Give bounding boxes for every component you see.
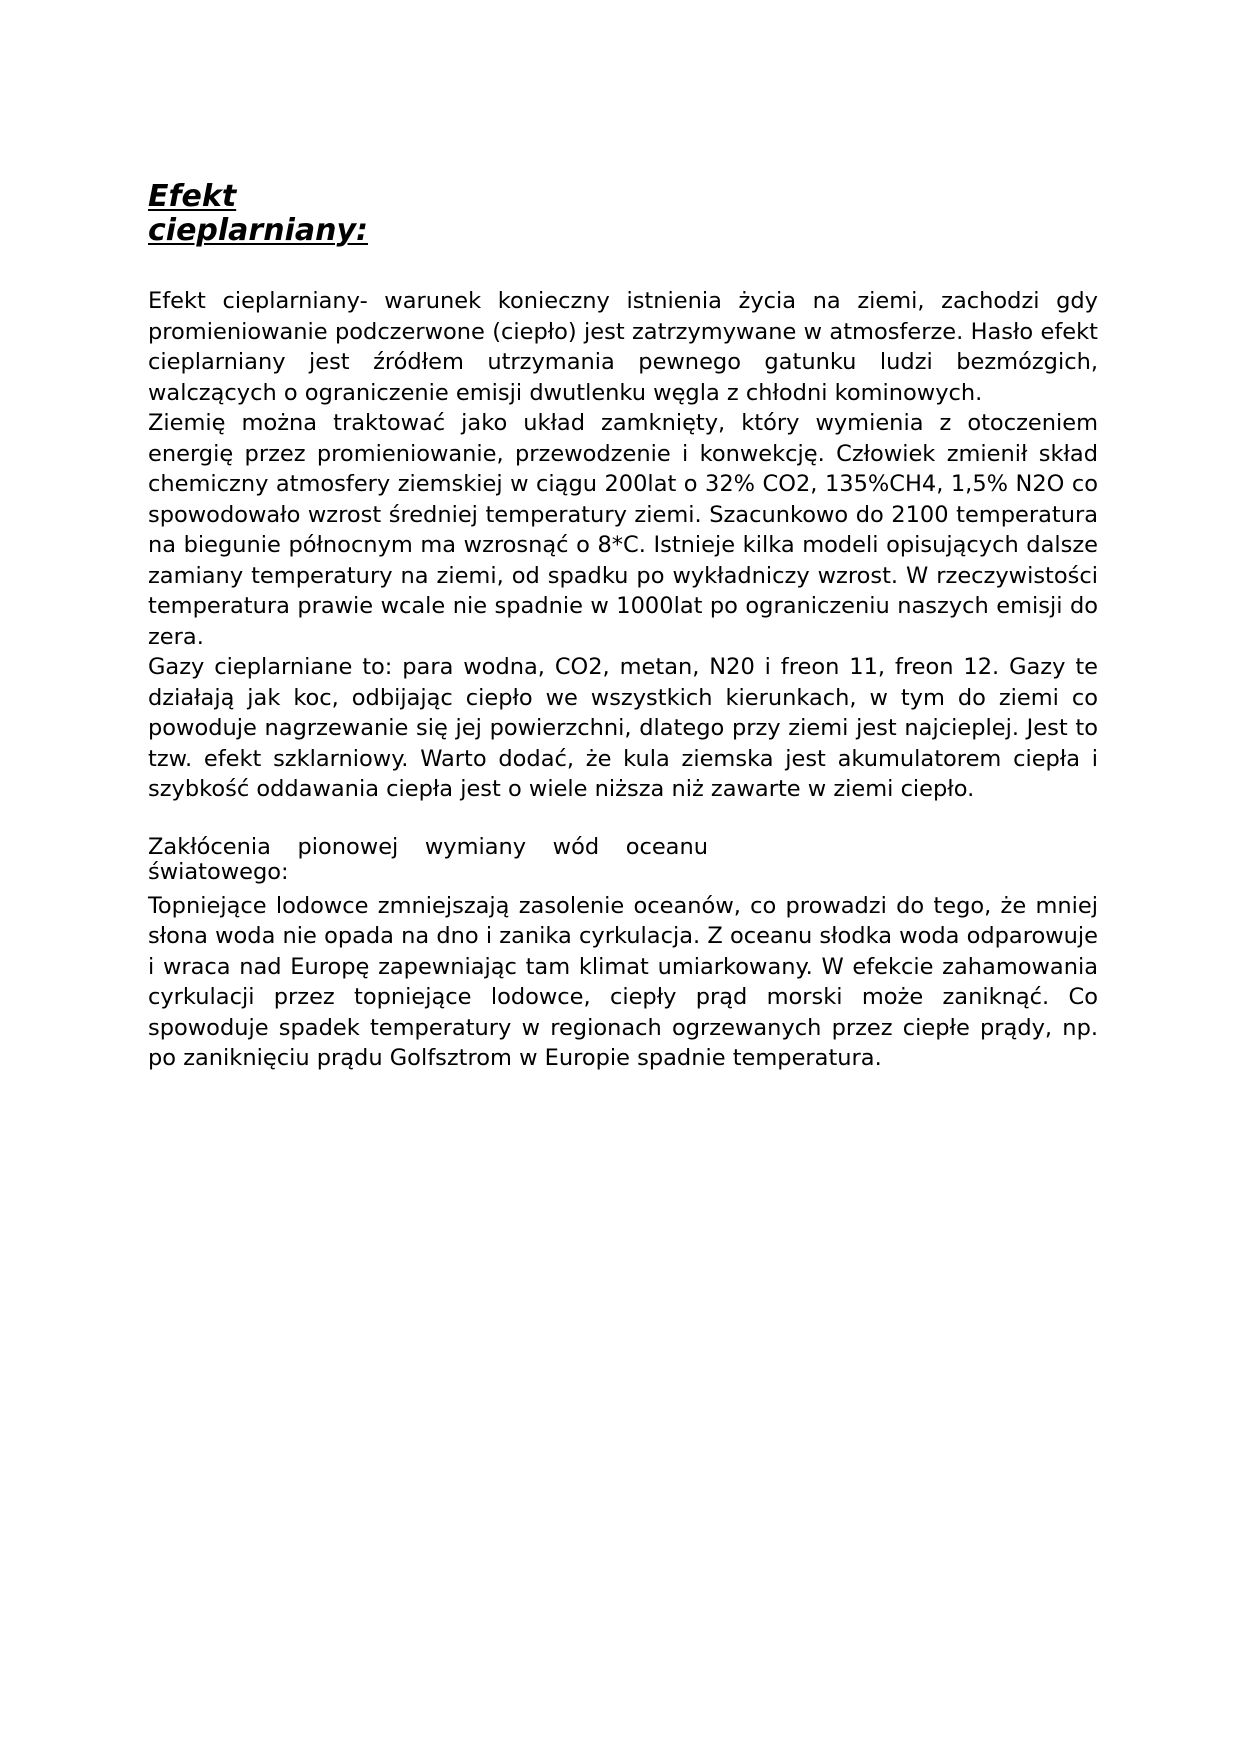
paragraph-greenhouse-gases: Gazy cieplarniane to: para wodna, CO2, metan, N20 i freon 11, freon 12. Gazy te działają jak koc, odbijając ciepło we wszystkich kierunkach, w tym do ziemi co powoduje nagrzewanie się jej powierzchni, dlatego przy ziemi jest najcieplej. Jest to tzw. efekt szklarniowy. Warto dodać, że kula ziemska jest akumulatorem ciepła i szybkość oddawania ciepła jest o wiele niższa niż zawarte w ziemi ciepło. [148,654,1098,802]
paragraph-ocean-circulation: Topniejące lodowce zmniejszają zasolenie oceanów, co prowadzi do tego, że mniej słona woda nie opada na dno i zanika cyrkulacja. Z oceanu słodka woda odparowuje i wraca nad Europę zapewniając tam klimat umiarkowany. W efekcie zahamowania cyrkulacji przez topniejące lodowce, ciepły prąd morski może zaniknąć. Co spowoduje spadek temperatury w regionach ogrzewanych przez ciepłe prądy, np. po zaniknięciu prądu Golfsztrom w Europie spadnie temperatura. [148,892,1098,1071]
document-page [148,180,1098,1074]
paragraph-earth-system: Ziemię można traktować jako układ zamknięty, który wymienia z otoczeniem energię przez promieniowanie, przewodzenie i konwekcję. Człowiek zmienił skład chemiczny atmosfery ziemskiej w ciągu 200lat o 32% CO2, 135%CH4, 1,5% N2O co spowodowało wzrost średniej temperatury ziemi. Szacunkowo do 2100 temperatura na biegunie północnym ma wzrosnąć o 8*C. Istnieje kilka modeli opisujących dalsze zamiany temperatury na ziemi, od spadku po wykładniczy wzrost. W rzeczywistości temperatura prawie wcale nie spadnie w 1000lat po ograniczeniu naszych emisji do zera. [148,410,1098,650]
intro-section [148,286,1098,805]
paragraph-definition: Efekt cieplarniany- warunek konieczny istnienia życia na ziemi, zachodzi gdy promieniowanie podczerwone (ciepło) jest zatrzymywane w atmosferze. Hasło efekt cieplarniany jest źródłem utrzymania pewnego gatunku ludzi bezmózgich, walczących o ograniczenie emisji dwutlenku węgla z chłodni kominowych. [148,288,1098,406]
section-heading-ocean: Zakłócenia pionowej wymiany wód oceanu światowego: [148,833,708,885]
document-title: Efekt cieplarniany: [148,179,369,248]
